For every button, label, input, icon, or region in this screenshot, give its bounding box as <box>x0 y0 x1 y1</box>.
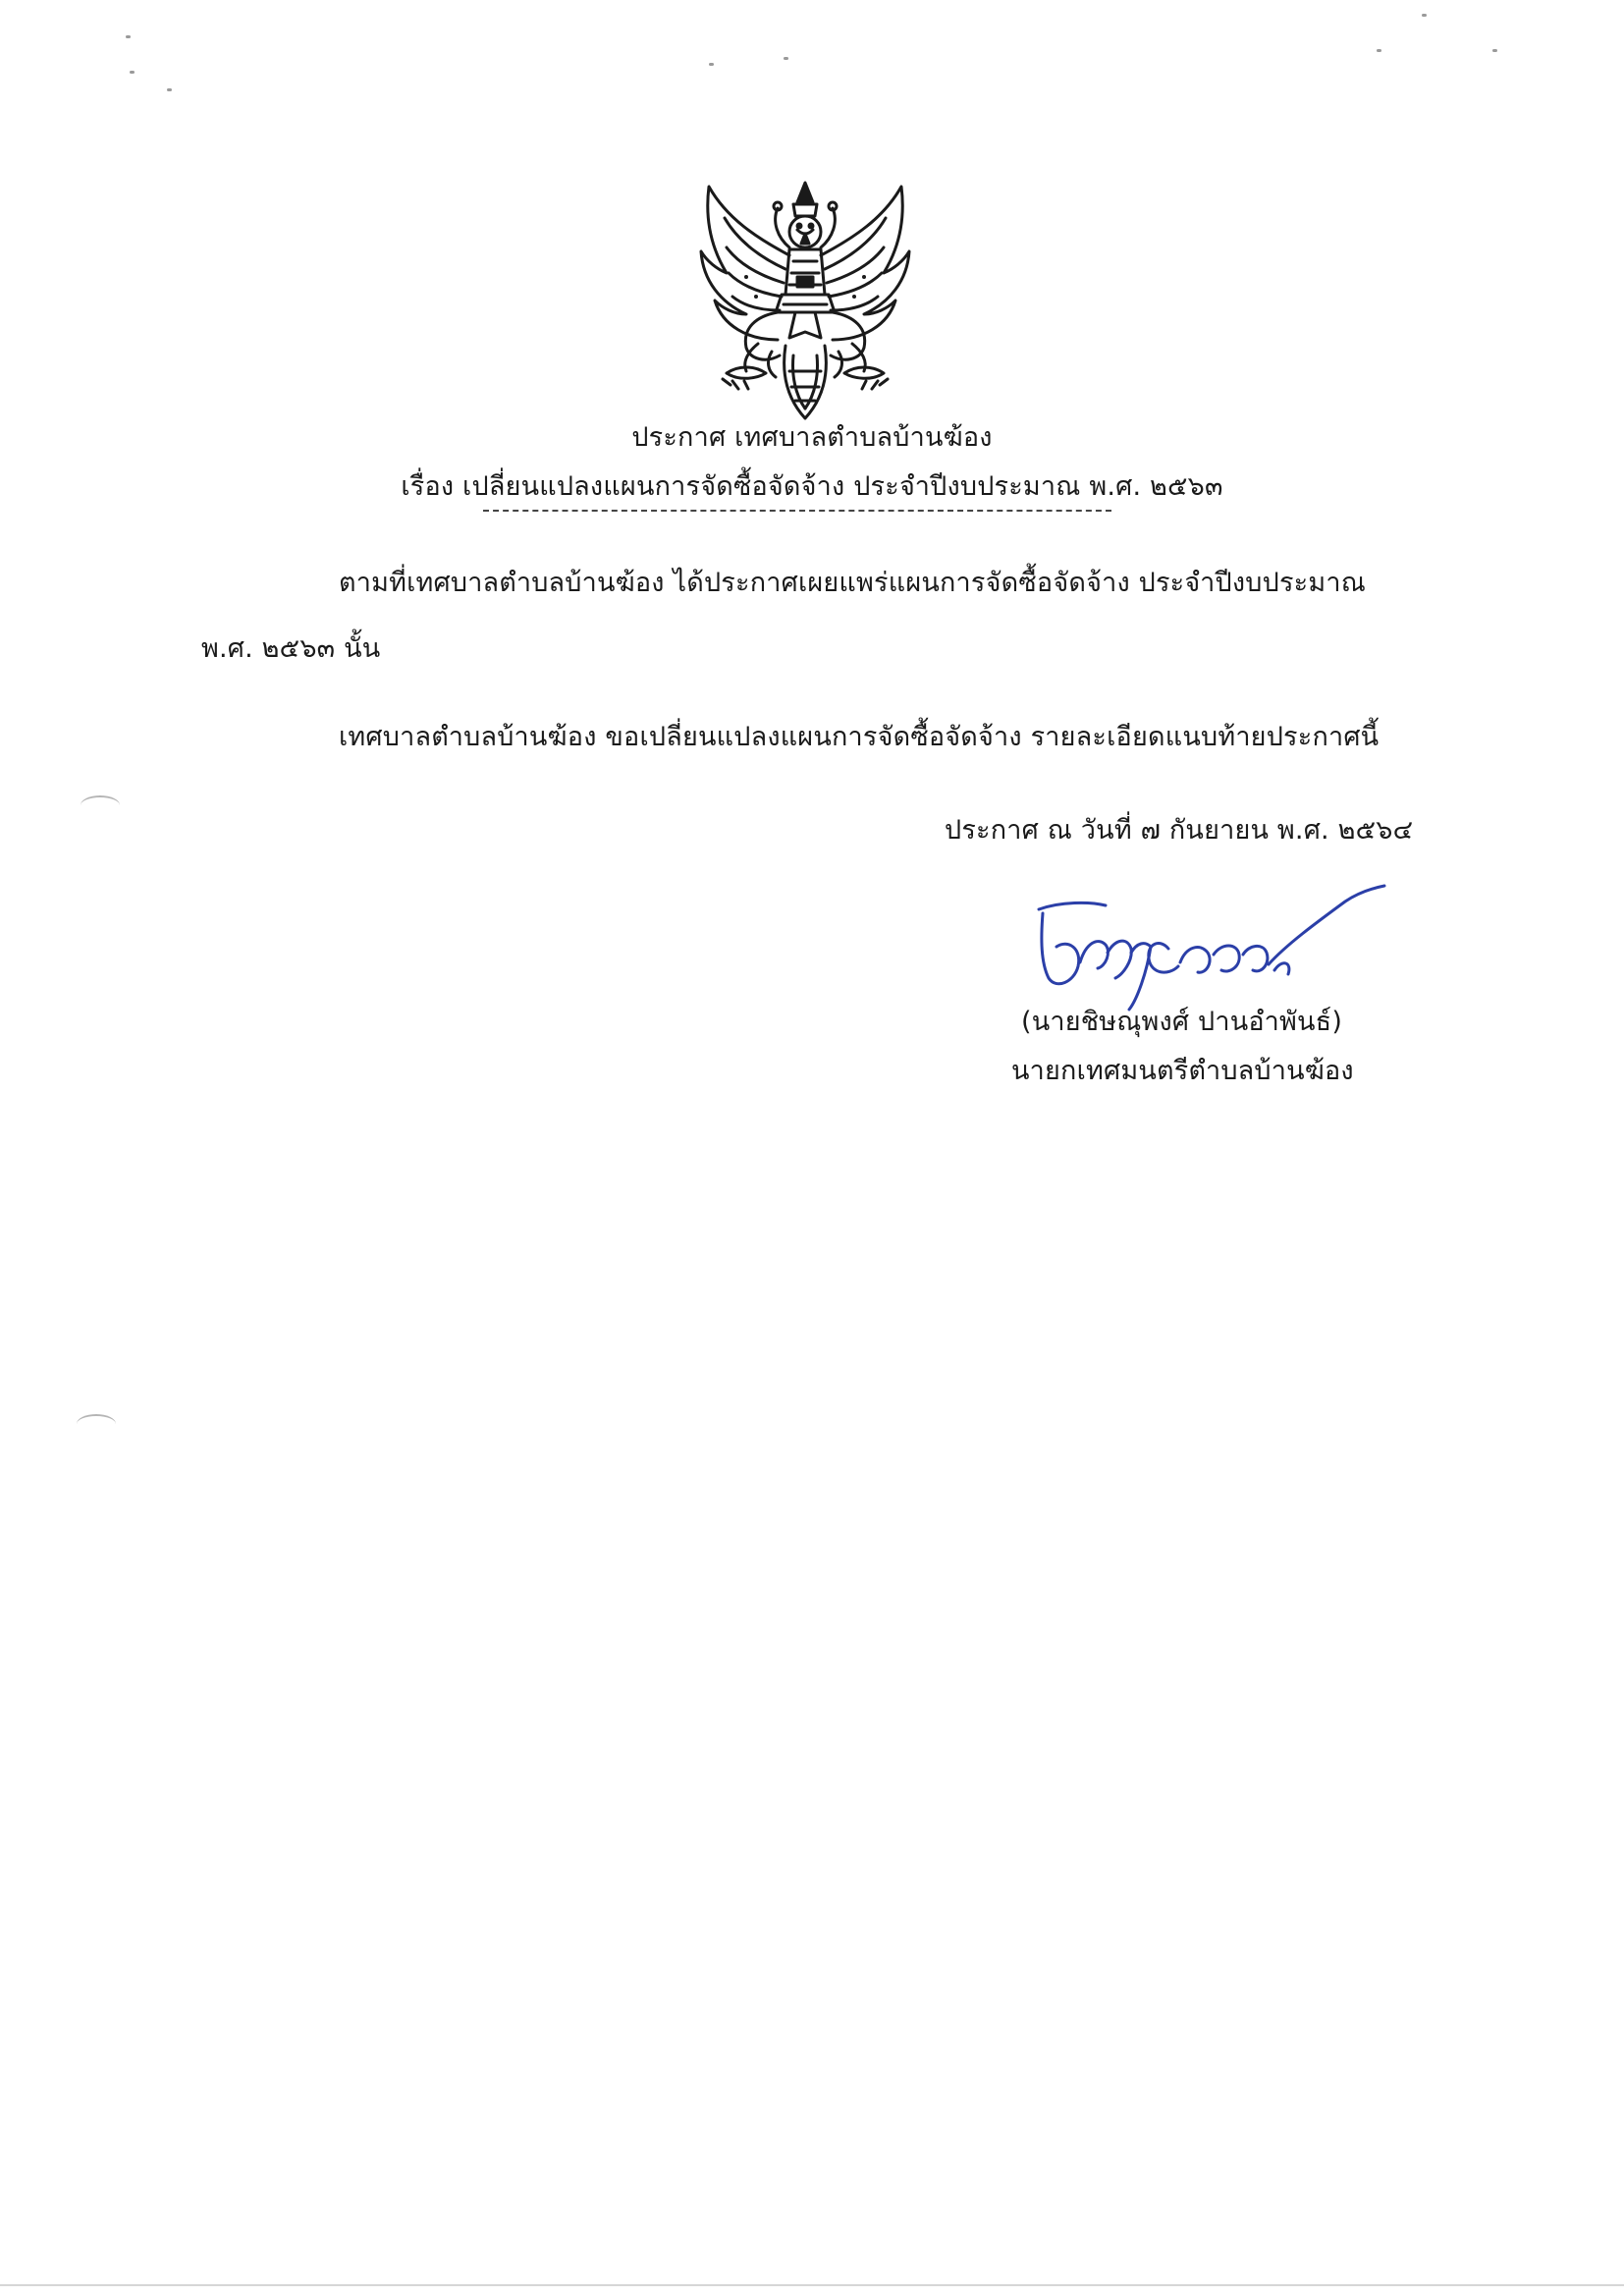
subject-underline <box>483 510 1111 512</box>
scan-bottom-edge <box>0 2284 1624 2286</box>
punch-hole-mark <box>77 1414 116 1434</box>
scan-speck <box>1422 14 1427 17</box>
scan-speck <box>130 71 135 74</box>
body-paragraph-1-line-1: ตามที่เทศบาลตำบลบ้านฆ้อง ได้ประกาศเผยแพร่แผนการจัดซื้อจัดจ้าง ประจำปีงบประมาณ <box>339 568 1366 598</box>
scan-speck <box>1492 49 1497 52</box>
scan-speck <box>1377 49 1381 52</box>
announcement-title: ประกาศ เทศบาลตำบลบ้านฆ้อง <box>631 422 993 453</box>
announcement-date: ประกาศ ณ วันที่ ๗ กันยายน พ.ศ. ๒๕๖๔ <box>945 815 1414 846</box>
scan-speck <box>167 88 172 91</box>
scan-speck <box>709 63 714 66</box>
body-paragraph-1-line-2: พ.ศ. ๒๕๖๓ นั้น <box>201 633 381 664</box>
body-paragraph-2: เทศบาลตำบลบ้านฆ้อง ขอเปลี่ยนแปลงแผนการจัดซื้อจัดจ้าง รายละเอียดแนบท้ายประกาศนี้ <box>339 722 1380 752</box>
announcement-subject: เรื่อง เปลี่ยนแปลงแผนการจัดซื้อจัดจ้าง ประจำปีงบประมาณ พ.ศ. ๒๕๖๓ <box>401 471 1223 502</box>
scan-speck <box>126 35 131 38</box>
scan-speck <box>784 57 788 60</box>
signer-title: นายกเทศมนตรีตำบลบ้านฆ้อง <box>1011 1056 1354 1086</box>
garuda-emblem-icon <box>687 179 923 426</box>
signer-name: (นายชิษณุพงศ์ ปานอำพันธ์) <box>1021 1007 1343 1037</box>
punch-hole-mark <box>81 795 120 815</box>
handwritten-signature-icon <box>1021 884 1394 1011</box>
